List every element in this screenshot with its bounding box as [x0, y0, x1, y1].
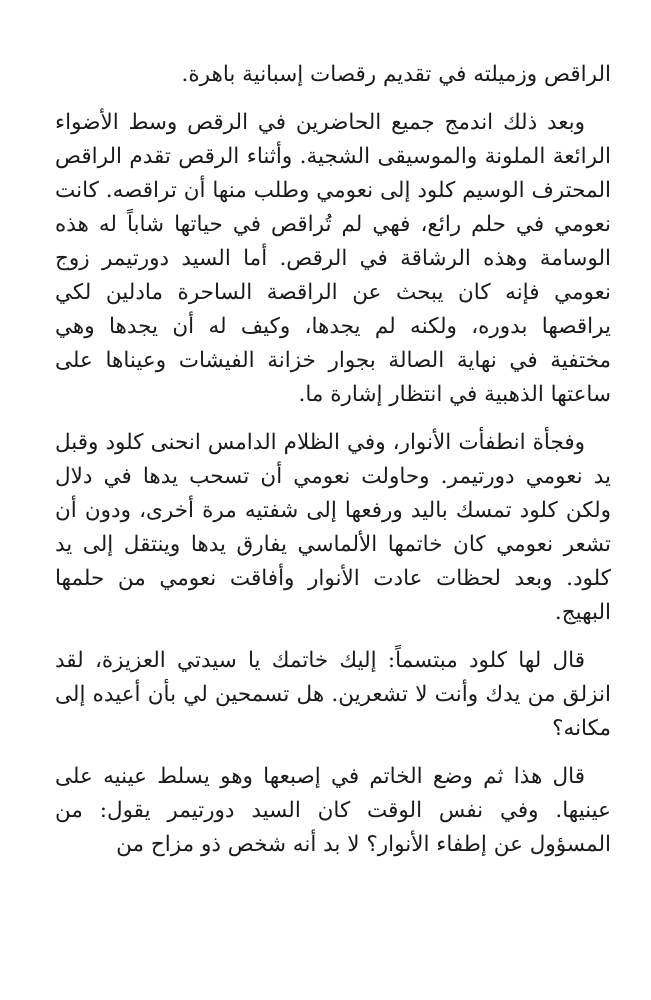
book-page [55, 58, 611, 876]
paragraph-dance-scene: وبعد ذلك اندمج جميع الحاضرين في الرقص وسط الأضواء الرائعة الملونة والموسيقى الشجية. وأثناء الرقص تقدم الراقص المحترف الوسيم كلود إلى نعومي وطلب منها أن تراقصه. كانت نعومي في حلم رائع، فهي لم تُراقص في حياتها شاباً له هذه الوسامة وهذه الرشاقة في الرقص. أما السيد دورتيمر زوج نعومي فإنه كان يبحث عن الراقصة الساحرة مادلين لكي يراقصها بدوره، ولكنه لم يجدها، وكيف له أن يجدها وهي مختفية في نهاية الصالة بجوار خزانة الفيشات وعيناها على ساعتها الذهبية في انتظار إشارة ما. [55, 110, 611, 407]
paragraph-lights-out: وفجأة انطفأت الأنوار، وفي الظلام الدامس انحنى كلود وقبل يد نعومي دورتيمر. وحاولت نعومي أن تسحب يدها في دلال ولكن كلود تمسك باليد ورفعها إلى شفتيه مرة أخرى، ودون أن تشعر نعومي كان خاتمها الألماسي يفارق يدها وينتقل إلى يد كلود. وبعد لحظات عادت الأنوار وأفاقت نعومي من حلمها البهيج. [55, 430, 611, 625]
paragraph-claude-speech: قال لها كلود مبتسماً: إليك خاتمك يا سيدتي العزيزة، لقد انزلق من يدك وأنت لا تشعرين. هل تسمحين لي بأن أعيده إلى مكانه؟ [55, 648, 611, 741]
paragraph-ring-returned: قال هذا ثم وضع الخاتم في إصبعها وهو يسلط عينيه على عينيها. وفي نفس الوقت كان السيد دورتيمر يقول: من المسؤول عن إطفاء الأنوار؟ لا بد أنه شخص ذو مزاح من [55, 764, 611, 857]
paragraph-continuation: الراقص وزميلته في تقديم رقصات إسبانية باهرة. [181, 62, 611, 87]
